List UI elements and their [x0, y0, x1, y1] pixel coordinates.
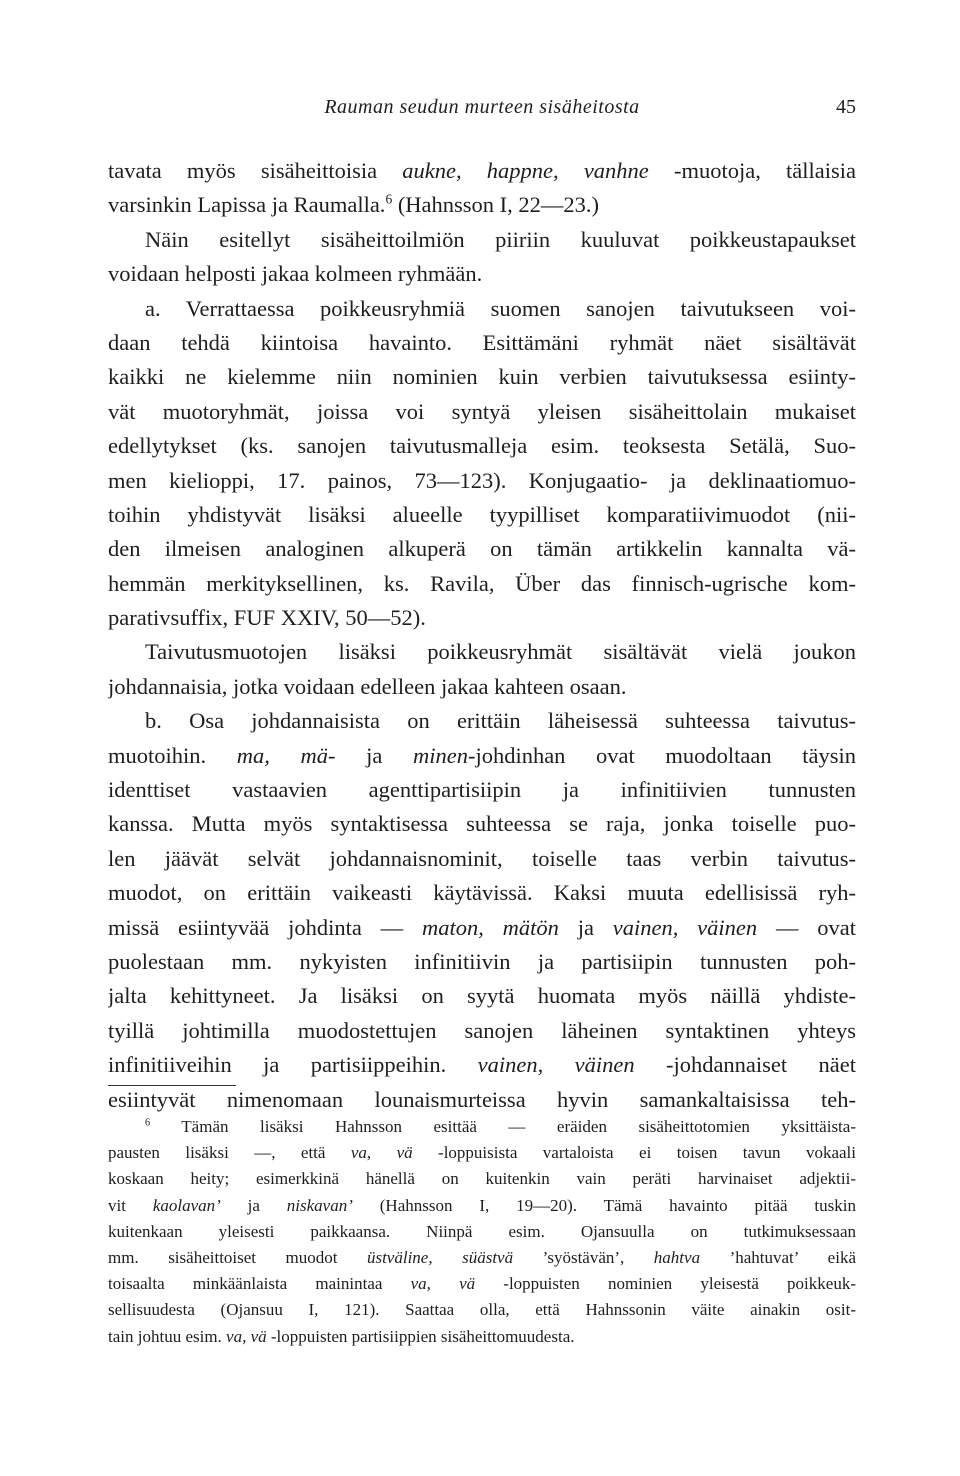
text-line: johdannaisia, jotka voidaan edelleen jakaa kahteen osaan.: [108, 673, 627, 699]
text-line: Näin esitellyt sisäheittoilmiön piiriin kuuluvat poikkeustapaukset: [145, 226, 856, 252]
text-line: voidaan helposti jakaa kolmeen ryhmään.: [108, 261, 483, 287]
text-line: toihin yhdistyvät lisäksi alueelle tyypilliset komparatiivimuodot (nii-: [108, 501, 856, 527]
footnote-line: kuitenkaan yleisesti paikkaansa. Niinpä esim. Ojansuulla on tutkimuksessaan: [108, 1221, 856, 1241]
footnote-line: tain johtuu esim. va, vä -loppuisten partisiippien sisäheittomuudesta.: [108, 1326, 575, 1346]
body-text: [108, 154, 856, 1117]
text-line: parativsuffix, FUF XXIV, 50—52).: [108, 605, 426, 631]
footnote-line: toisaalta minkäänlaista mainintaa va, vä -loppuisten nominien yleisestä poikkeuk-: [108, 1274, 856, 1294]
text-line: puolestaan mm. nykyisten infinitiivin ja partisiipin tunnusten poh-: [108, 948, 856, 974]
text-line: den ilmeisen analoginen alkuperä on tämän artikkelin kannalta vä-: [108, 536, 856, 562]
footnote-line: $^6$ Tämän lisäksi Hahnsson esittää — eräiden sisäheittotomien yksittäista-: [145, 1117, 856, 1136]
text-line: missä esiintyvää johdinta — maton, mätön ja vainen, väinen — ovat: [108, 914, 856, 940]
text-line: esiintyvät nimenomaan lounaismurteissa hyvin samankaltaisissa teh-: [108, 1086, 856, 1112]
page-number: 45: [836, 96, 856, 118]
text-line: tavata myös sisäheittoisia aukne, happne, vanhne -muotoja, tällaisia: [108, 158, 856, 183]
footnote-line: sellisuudesta (Ojansuu I, 121). Saattaa olla, että Hahnssonin väite ainakin osit-: [108, 1300, 856, 1320]
footnote-line: pausten lisäksi —, että va, vä -loppuisista vartaloista ei toisen tavun vokaali: [108, 1143, 856, 1163]
text-line: vät muotoryhmät, joissa voi syntyä yleisen sisäheittolain mukaiset: [108, 398, 856, 424]
text-line: len jäävät selvät johdannaisnominit, toiselle taas verbin taivutus-: [108, 845, 856, 871]
text-line: identtiset vastaavien agenttipartisiipin ja infinitiivien tunnusten: [108, 777, 856, 803]
footnote-line: mm. sisäheittoiset muodot üstväline, süästvä ’syöstävän’, hahtva ’hahtuvat’ eikä: [108, 1247, 856, 1267]
text-line: Taivutusmuotojen lisäksi poikkeusryhmät sisältävät vielä joukon: [145, 639, 856, 665]
text-line: edellytykset (ks. sanojen taivutusmalleja esim. teoksesta Setälä, Suo-: [108, 433, 856, 459]
text-line: kanssa. Mutta myös syntaktisessa suhteessa se raja, jonka toiselle puo-: [108, 811, 856, 837]
text-line: daan tehdä kiintoisa havainto. Esittämäni ryhmät näet sisältävät: [108, 329, 856, 355]
text-line: hemmän merkityksellinen, ks. Ravila, Über das finnisch-ugrische kom-: [108, 570, 856, 596]
text-line: varsinkin Lapissa ja Raumalla.$^6$ (Hahnsson I, 22—23.): [108, 191, 600, 218]
text-line: tyillä johtimilla muodostettujen sanojen läheinen syntaktinen yhteys: [108, 1017, 856, 1043]
footnote: [108, 1114, 856, 1350]
text-line: infinitiiveihin ja partisiippeihin. vainen, väinen -johdannaiset näet: [108, 1052, 856, 1078]
text-line: men kielioppi, 17. painos, 73—123). Konjugaatio- ja deklinaatiomuo-: [108, 467, 856, 493]
footnote-line: koskaan heity; esimerkkinä hänellä on kuitenkin vain peräti harvinaiset adjektii-: [108, 1169, 856, 1189]
footnote-divider: [108, 1085, 236, 1086]
text-line: a. Verrattaessa poikkeusryhmiä suomen sanojen taivutukseen voi-: [145, 295, 856, 321]
text-line: muodot, on erittäin vaikeasti käytävissä. Kaksi muuta edellisissä ryh-: [108, 880, 856, 906]
text-line: muotoihin. ma, mä- ja minen-johdinhan ovat muodoltaan täysin: [108, 742, 856, 768]
page-header: [108, 96, 856, 126]
running-title: Rauman seudun murteen sisäheitosta: [324, 96, 640, 118]
text-line: jalta kehittyneet. Ja lisäksi on syytä huomata myös näillä yhdiste-: [108, 983, 856, 1009]
footnote-line: vit kaolavan’ ja niskavan’ (Hahnsson I, 19—20). Tämä havainto pitää tuskin: [108, 1195, 856, 1215]
text-line: kaikki ne kielemme niin nominien kuin verbien taivutuksessa esiinty-: [108, 364, 856, 390]
text-line: b. Osa johdannaisista on erittäin läheisessä suhteessa taivutus-: [145, 708, 856, 734]
